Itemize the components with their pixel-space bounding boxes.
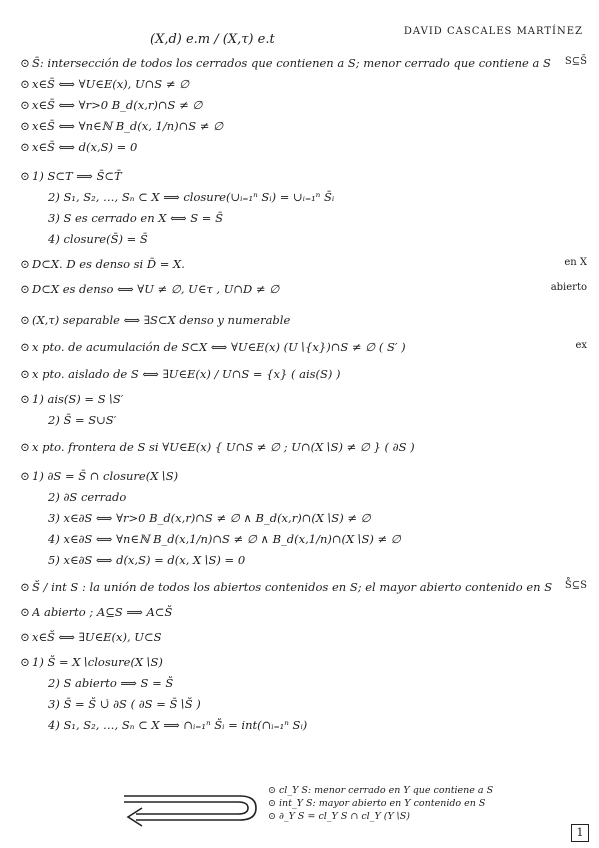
line-text: x∈S̄ ⟺ d(x,S) = 0 (32, 140, 138, 154)
line-text: x∈S̄ ⟺ ∀n∈ℕ B_d(x, 1/n)∩S ≠ ∅ (32, 119, 224, 133)
line-text: 3) S es cerrado en X ⟺ S = S̄ (48, 211, 223, 225)
bullet-icon: ⊙ (20, 119, 30, 133)
note-line (18, 56, 587, 77)
note-line (18, 77, 587, 98)
line-text: 2) S₁, S₂, …, Sₙ ⊂ X ⟹ closure(∪ᵢ₌₁ⁿ Sᵢ) = ∪ᵢ₌₁ⁿ S̄ᵢ (48, 190, 335, 204)
line-text: S̊ / int S : la unión de todos los abiertos contenidos en S; el mayor abierto contenido en S (32, 580, 553, 594)
line-annotation: ex (575, 340, 587, 351)
line-text: D⊂X. D es denso si D̄ = X. (32, 257, 185, 271)
line-text: 4) S₁, S₂, …, Sₙ ⊂ X ⟹ ∩ᵢ₌₁ⁿ S̊ᵢ = int(∩ᵢ₌₁ⁿ Sᵢ) (48, 718, 308, 732)
bullet-icon: ⊙ (20, 392, 30, 406)
bullet-icon: ⊙ (20, 140, 30, 154)
bullet-icon: ⊙ (20, 98, 30, 112)
spaces-header: (X,d) e.m / (X,τ) e.t (150, 32, 275, 47)
page-number: 1 (571, 824, 589, 842)
line-annotation: en X (564, 257, 587, 268)
bullet-icon: ⊙ (20, 56, 30, 70)
line-text: 1) ∂S = S̄ ∩ closure(X∖S) (32, 469, 179, 483)
note-line (18, 190, 587, 211)
line-text: 1) ais(S) = S∖S′ (32, 392, 124, 406)
bullet-icon: ⊙ (20, 580, 30, 594)
line-text: 3) x∈∂S ⟺ ∀r>0 B_d(x,r)∩S ≠ ∅ ∧ B_d(x,r)∩(X∖S) ≠ ∅ (48, 511, 371, 525)
arrow-icon (122, 788, 262, 828)
note-line (18, 718, 587, 739)
note-line (18, 553, 587, 574)
note-line (18, 313, 587, 334)
line-text: 3) S̄ = S̊ ∪̇ ∂S ( ∂S = S̄∖S̊ ) (48, 697, 201, 711)
line-text: 4) closure(S̄) = S̄ (48, 232, 148, 246)
author-name: DAVID CASCALES MARTÍNEZ (403, 26, 583, 37)
note-line (18, 367, 587, 388)
bullet-icon: ⊙ (20, 77, 30, 91)
line-text: 4) x∈∂S ⟺ ∀n∈ℕ B_d(x,1/n)∩S ≠ ∅ ∧ B_d(x,1/n)∩(X∖S) ≠ ∅ (48, 532, 401, 546)
note-line (18, 282, 587, 303)
note-line (18, 340, 587, 361)
note-line (18, 580, 587, 601)
note-interior: ⊙ int_Y S: mayor abierto en Y contenido en S (268, 797, 486, 809)
note-line (18, 469, 587, 490)
line-annotation: abierto (550, 282, 587, 293)
line-text: 1) S̊ = X∖closure(X∖S) (32, 655, 163, 669)
bullet-icon: ⊙ (20, 282, 30, 296)
note-line (18, 697, 587, 718)
note-line (18, 655, 587, 676)
line-text: 1) S⊂T ⟹ S̄⊂T̄ (32, 169, 122, 183)
note-line (18, 119, 587, 140)
note-line (18, 169, 587, 190)
bullet-icon: ⊙ (20, 313, 30, 327)
note-line (18, 98, 587, 119)
note-line (18, 211, 587, 232)
bullet-icon: ⊙ (20, 655, 30, 669)
bullet-icon: ⊙ (20, 440, 30, 454)
bullet-icon: ⊙ (20, 257, 30, 271)
note-line (18, 630, 587, 651)
bullet-icon: ⊙ (20, 469, 30, 483)
note-line (18, 440, 587, 461)
bullet-icon: ⊙ (20, 169, 30, 183)
line-text: x pto. de acumulación de S⊂X ⟺ ∀U∈E(x) (U∖{x})∩S ≠ ∅ ( S′ ) (32, 340, 406, 354)
note-line (18, 490, 587, 511)
line-text: (X,τ) separable ⟺ ∃S⊂X denso y numerable (32, 313, 291, 327)
notes-lines (18, 56, 587, 739)
note-line (18, 413, 587, 434)
bullet-icon: ⊙ (20, 630, 30, 644)
note-closure: ⊙ cl_Y S: menor cerrado en Y que contiene a S (268, 785, 494, 796)
line-text: x∈S̊ ⟺ ∃U∈E(x), U⊂S (32, 630, 162, 644)
line-text: A abierto ; A⊆S ⟹ A⊂S̊ (32, 605, 173, 619)
line-text: x pto. frontera de S si ∀U∈E(x) { U∩S ≠ ∅ ; U∩(X∖S) ≠ ∅ } ( ∂S ) (32, 440, 415, 454)
note-line (18, 605, 587, 626)
subspace-notes (268, 785, 493, 823)
line-text: 5) x∈∂S ⟺ d(x,S) = d(x, X∖S) = 0 (48, 553, 246, 567)
line-text: x∈S̄ ⟺ ∀r>0 B_d(x,r)∩S ≠ ∅ (32, 98, 203, 112)
line-text: x pto. aislado de S ⟺ ∃U∈E(x) / U∩S = {x} ( ais(S) ) (32, 367, 341, 381)
line-text: S̄: intersección de todos los cerrados que contienen a S; menor cerrado que contiene a S (32, 56, 551, 70)
note-line (18, 676, 587, 697)
note-line (18, 511, 587, 532)
note-boundary: ⊙ ∂_Y S = cl_Y S ∩ cl_Y (Y∖S) (268, 810, 410, 822)
note-line (18, 392, 587, 413)
line-text: 2) ∂S cerrado (48, 490, 127, 504)
note-line (18, 257, 587, 278)
line-annotation: S⊆S̄ (564, 56, 587, 67)
line-text: x∈S̄ ⟺ ∀U∈E(x), U∩S ≠ ∅ (32, 77, 190, 91)
note-line (18, 232, 587, 253)
bullet-icon: ⊙ (20, 340, 30, 354)
note-line (18, 532, 587, 553)
bullet-icon: ⊙ (20, 605, 30, 619)
bullet-icon: ⊙ (20, 367, 30, 381)
note-line (18, 140, 587, 161)
line-text: D⊂X es denso ⟺ ∀U ≠ ∅, U∈τ , U∩D ≠ ∅ (32, 282, 280, 296)
line-text: 2) S̄ = S∪S′ (48, 413, 117, 427)
line-annotation: S̊⊆S (564, 580, 587, 591)
line-text: 2) S abierto ⟹ S = S̊ (48, 676, 174, 690)
